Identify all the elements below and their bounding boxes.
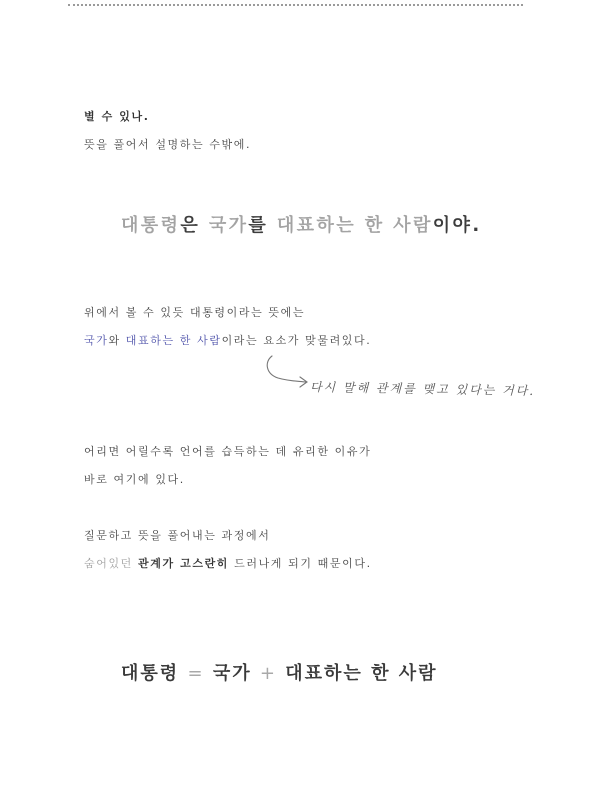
handdrawn-arrow-icon (262, 352, 312, 392)
paragraph-2-line-1: 위에서 볼 수 있듯 대통령이라는 뜻에는 (84, 306, 306, 319)
headline-particle-2: 를 (248, 215, 277, 236)
headline-particle-1: 은 (180, 215, 209, 236)
paragraph-3-line-2: 바로 여기에 있다. (84, 473, 185, 486)
handwritten-note: 다시 말해 관계를 맺고 있다는 거다. (309, 380, 536, 398)
top-dotted-divider (68, 4, 523, 6)
paragraph-4-line-2 (84, 555, 372, 571)
text-fragment: 드러나게 되기 때문이다. (229, 557, 372, 570)
equation-term-representative: 대표하는 한 사람 (285, 663, 438, 684)
highlight-nation: 국가 (84, 334, 109, 347)
headline-word-representative: 대표하는 한 사람 (276, 215, 433, 236)
equation-term-nation: 국가 (212, 663, 252, 684)
summary-equation (121, 659, 438, 685)
text-fragment: 와 (108, 334, 126, 347)
headline-word-president: 대통령 (121, 215, 181, 236)
equals-sign: = (187, 663, 205, 684)
equation-term-president: 대통령 (121, 663, 180, 684)
paragraph-2-line-2 (84, 332, 371, 348)
intro-line-1: 별 수 있나. (84, 110, 150, 123)
headline-word-nation: 국가 (208, 215, 249, 236)
paragraph-4-line-1: 질문하고 뜻을 풀어내는 과정에서 (84, 529, 271, 542)
highlight-representative: 대표하는 한 사람 (125, 334, 222, 347)
headline-ending: 이야. (432, 215, 482, 236)
highlight-hidden: 숨어있던 (84, 557, 139, 570)
plus-sign: + (259, 663, 277, 684)
highlight-relation: 관계가 (138, 557, 181, 570)
text-fragment: 이라는 요소가 맞물려있다. (221, 334, 372, 347)
intro-line-2: 뜻을 풀어서 설명하는 수밖에. (84, 138, 252, 151)
paragraph-3-line-1: 어리면 어릴수록 언어를 습득하는 데 유리한 이유가 (84, 445, 372, 458)
headline (121, 211, 482, 237)
highlight-intact: 고스란히 (180, 557, 230, 570)
